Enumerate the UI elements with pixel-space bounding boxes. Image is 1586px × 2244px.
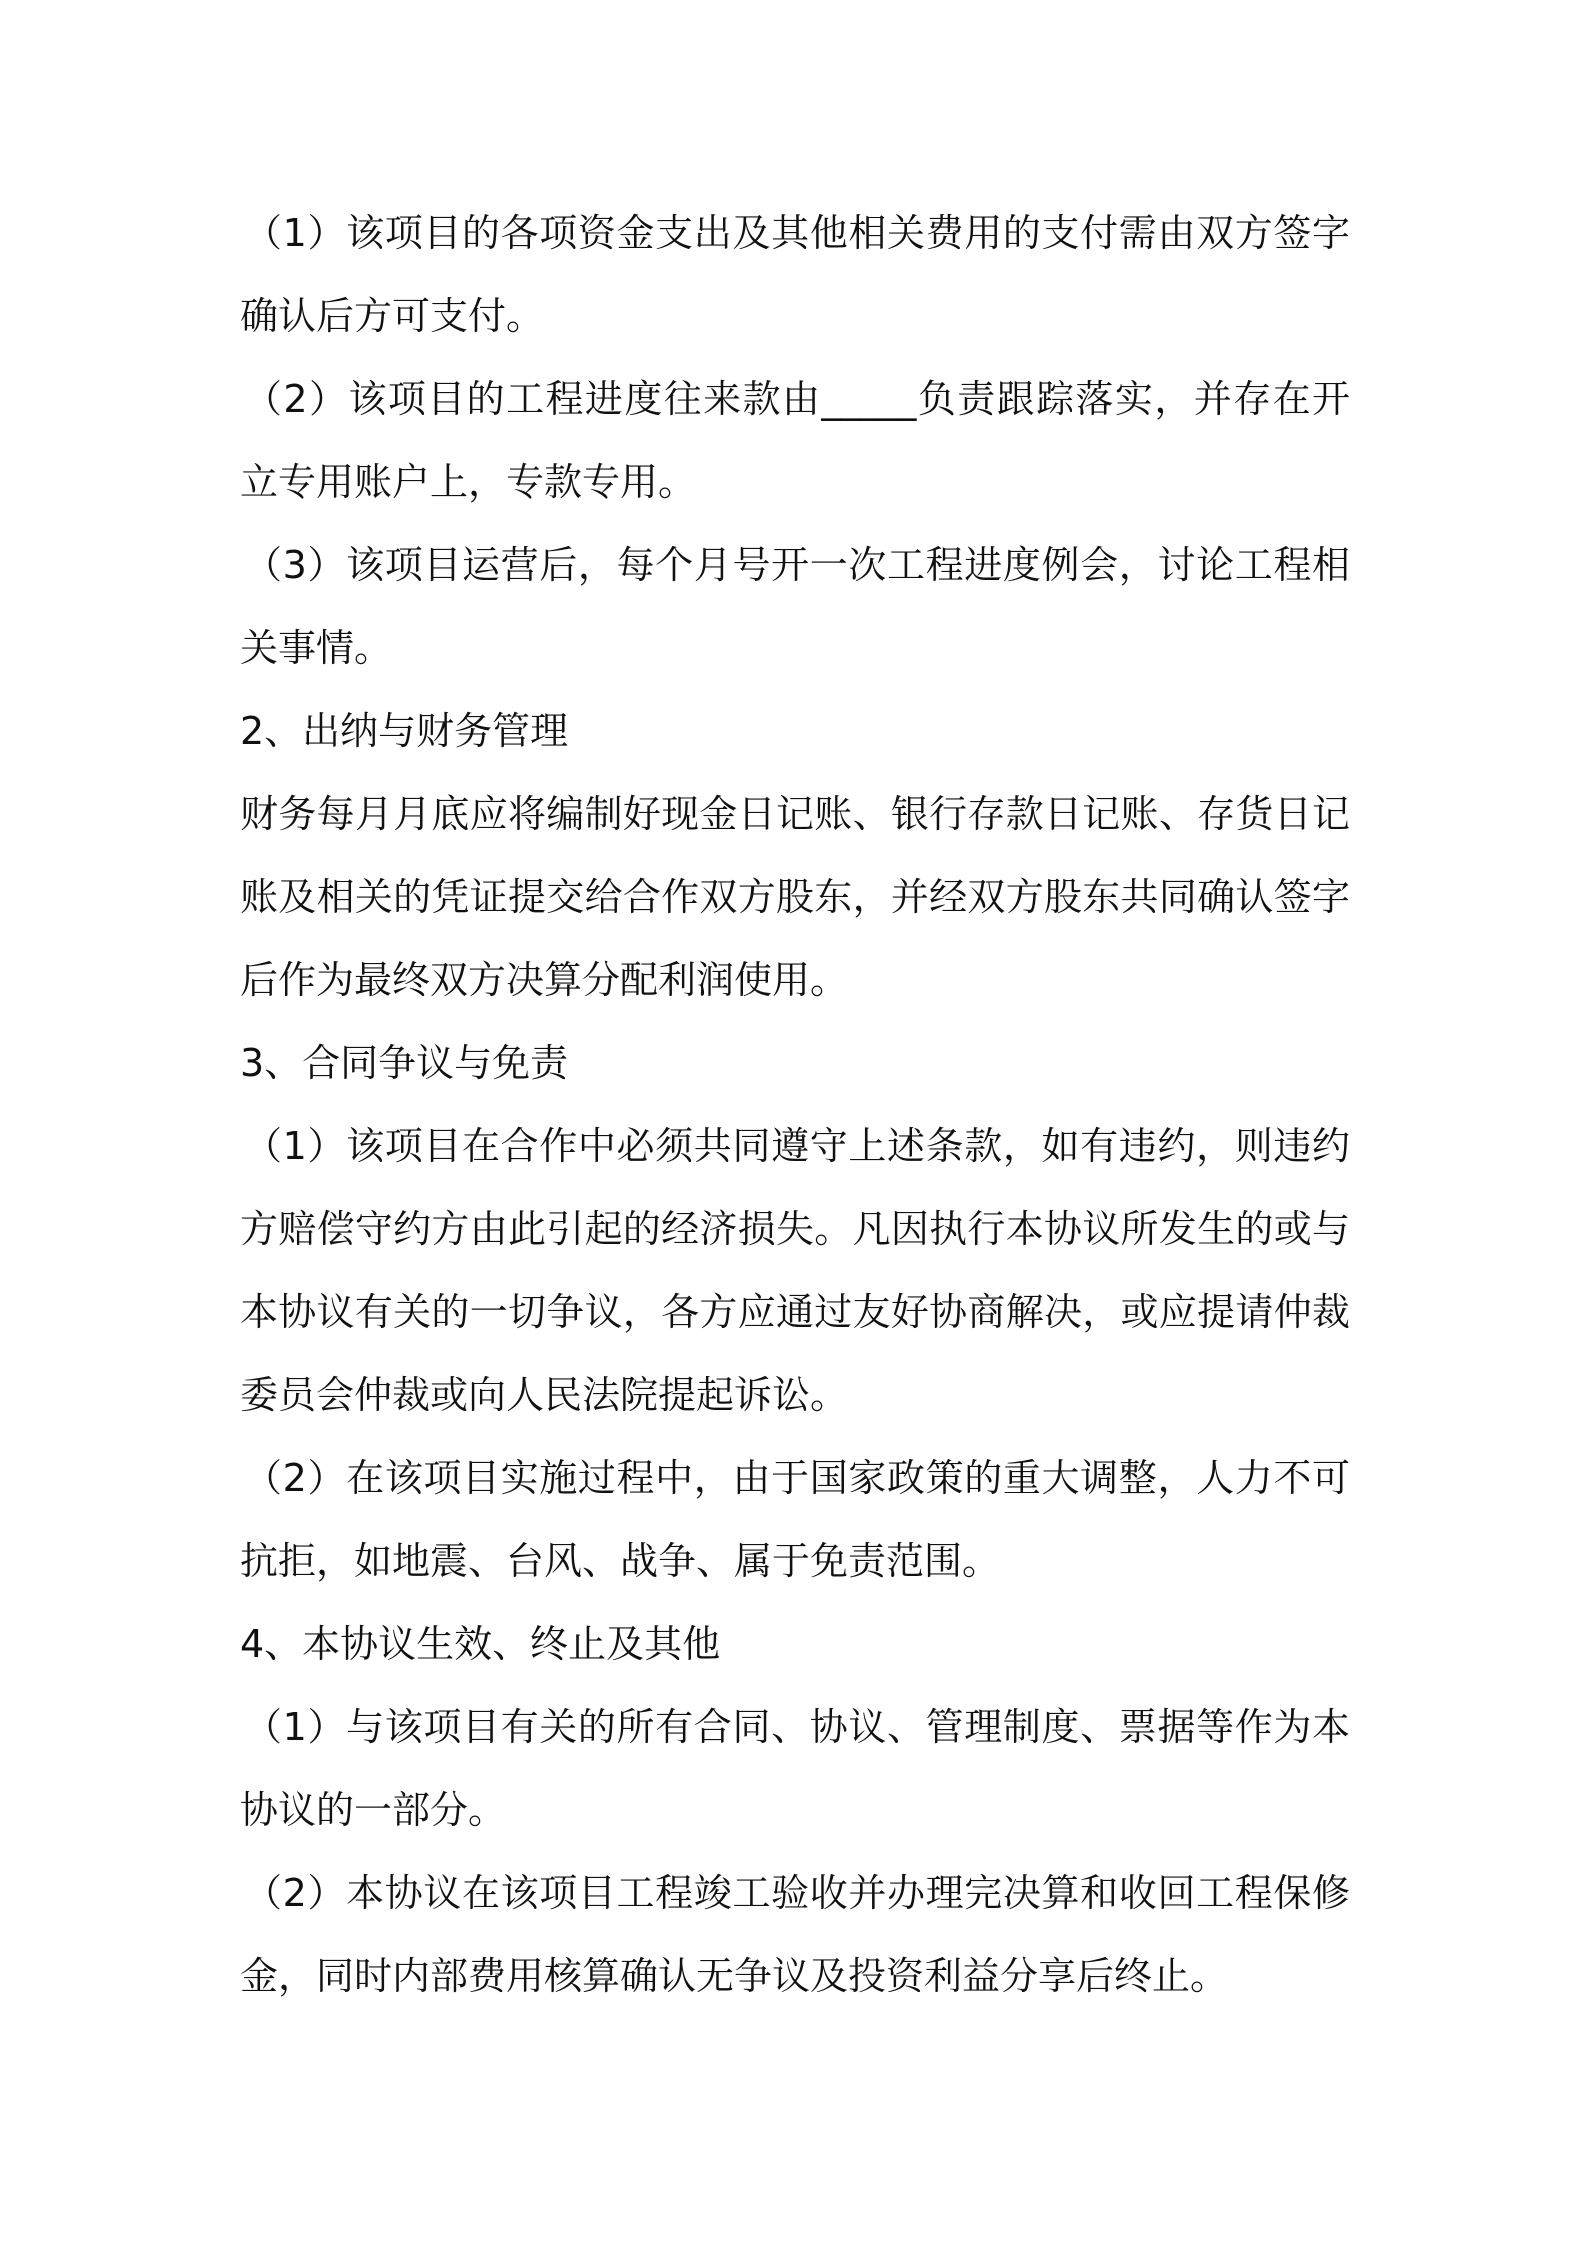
section-heading-2: 2、出纳与财务管理	[240, 709, 569, 753]
clause-3-1: （1）该项目在合作中必须共同遵守上述条款，如有违约，则违约方赔偿守约方由此引起的经济损失。凡因执行本协议所发生的或与本协议有关的一切争议，各方应通过友好协商解决，或应提请仲裁委员会仲裁或向人民法院提起诉讼。	[240, 1124, 1350, 1417]
section-heading-3: 3、合同争议与免责	[240, 1041, 569, 1085]
clause-1-2: （2）该项目的工程进度往来款由_____负责跟踪落实，并存在开立专用账户上，专款专用。	[240, 377, 1350, 504]
clause-1-1: （1）该项目的各项资金支出及其他相关费用的支付需由双方签字确认后方可支付。	[240, 211, 1350, 338]
clause-4-1: （1）与该项目有关的所有合同、协议、管理制度、票据等作为本协议的一部分。	[240, 1705, 1350, 1832]
document-body	[240, 192, 1350, 2018]
clause-3-2: （2）在该项目实施过程中，由于国家政策的重大调整，人力不可抗拒，如地震、台风、战争、属于免责范围。	[240, 1456, 1350, 1583]
clause-1-3: （3）该项目运营后，每个月号开一次工程进度例会，讨论工程相关事情。	[240, 543, 1350, 670]
clause-2-1: 财务每月月底应将编制好现金日记账、银行存款日记账、存货日记账及相关的凭证提交给合作双方股东，并经双方股东共同确认签字后作为最终双方决算分配利润使用。	[240, 792, 1350, 1002]
clause-4-2: （2）本协议在该项目工程竣工验收并办理完决算和收回工程保修金，同时内部费用核算确认无争议及投资利益分享后终止。	[240, 1871, 1350, 1998]
section-heading-4: 4、本协议生效、终止及其他	[240, 1622, 721, 1666]
